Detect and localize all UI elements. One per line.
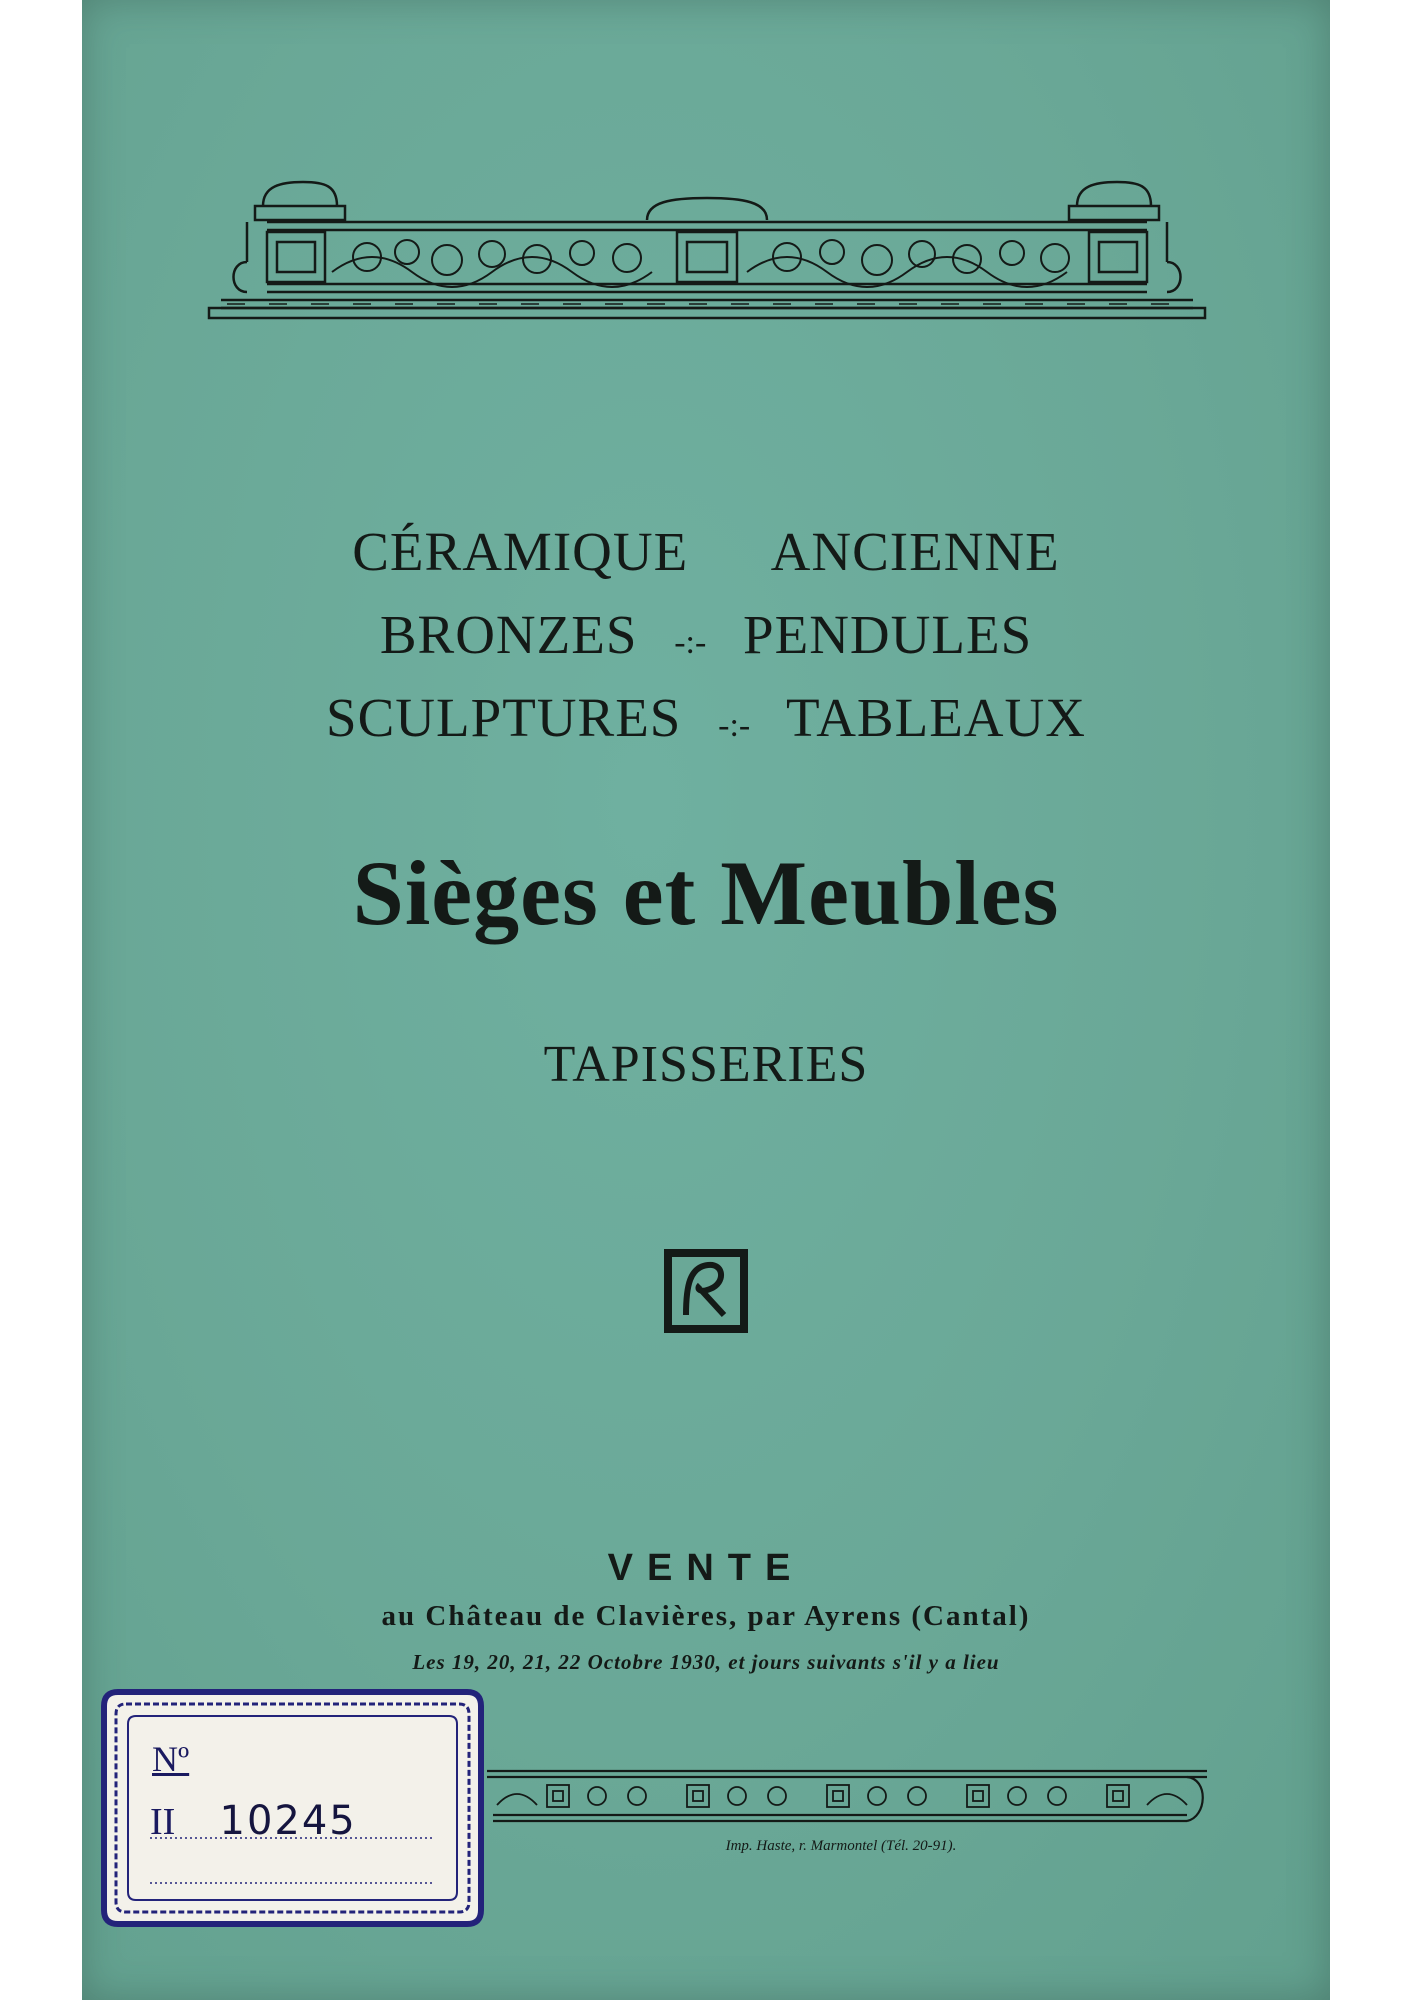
- printer-imprint: Imp. Haste, r. Marmontel (Tél. 20-91).: [725, 1838, 957, 1854]
- category-line-3: [82, 686, 1330, 749]
- category-ceramique: CÉRAMIQUE: [352, 521, 689, 582]
- floral-band-icon: [487, 1765, 1207, 1825]
- stamp-number-row: [150, 1798, 357, 1844]
- sale-venue: au Château de Clavières, par Ayrens (Cantal): [381, 1600, 1031, 1632]
- category-sculptures: SCULPTURES: [326, 687, 682, 748]
- stamp-series: II: [150, 1801, 176, 1843]
- ornamental-frieze-icon: [207, 160, 1207, 335]
- printer-monogram-icon: [660, 1245, 752, 1337]
- sale-dates: Les 19, 20, 21, 22 Octobre 1930, et jours suivants s'il y a lieu: [412, 1650, 1000, 1674]
- catalogue-title: Sièges et Meubles: [352, 842, 1060, 944]
- category-ancienne: ANCIENNE: [770, 521, 1060, 582]
- stamp-number: 10245: [219, 1798, 357, 1844]
- separator: -:-: [674, 624, 707, 661]
- catalogue-subtitle: TAPISSERIES: [543, 1036, 869, 1093]
- category-pendules: PENDULES: [743, 604, 1033, 665]
- accession-stamp: [100, 1688, 485, 1928]
- category-tableaux: TABLEAUX: [786, 687, 1086, 748]
- sale-heading: VENTE: [607, 1547, 805, 1589]
- separator: -:-: [718, 707, 751, 744]
- stamp-label: Nº: [152, 1739, 190, 1779]
- category-bronzes: BRONZES: [379, 604, 638, 665]
- category-line-2: [82, 603, 1330, 666]
- category-line-1: [82, 520, 1330, 583]
